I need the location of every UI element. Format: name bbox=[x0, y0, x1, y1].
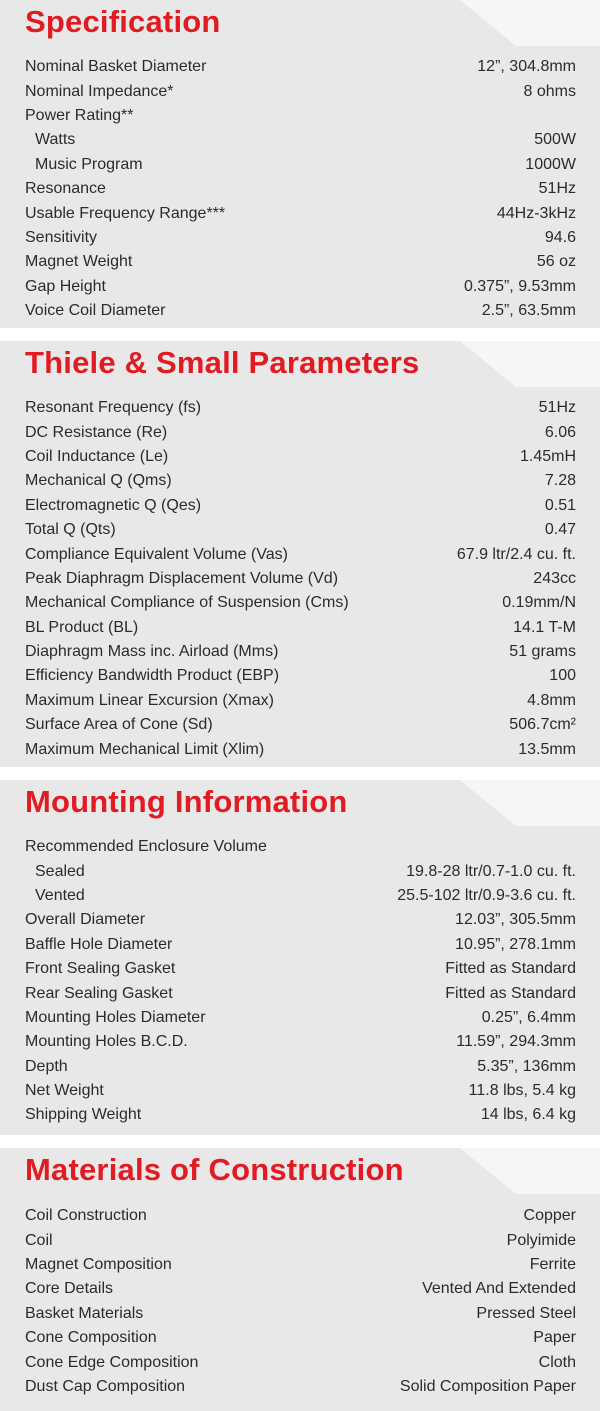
spec-value: Fitted as Standard bbox=[445, 960, 576, 978]
spec-value: 11.59”, 294.3mm bbox=[456, 1033, 576, 1051]
spec-value: 5.35”, 136mm bbox=[477, 1057, 576, 1075]
spec-row bbox=[25, 1030, 576, 1054]
spec-value: 25.5-102 ltr/0.9-3.6 cu. ft. bbox=[397, 886, 576, 904]
spec-label: Sensitivity bbox=[25, 228, 98, 246]
spec-row bbox=[25, 128, 576, 152]
spec-value: 14.1 T-M bbox=[513, 618, 576, 636]
spec-row bbox=[25, 1055, 576, 1079]
section-tab bbox=[460, 341, 600, 387]
spec-row bbox=[25, 153, 576, 177]
spec-label: Nominal Impedance* bbox=[25, 82, 174, 100]
spec-row bbox=[25, 542, 576, 566]
spec-label: Cone Composition bbox=[25, 1329, 157, 1347]
specification-section bbox=[0, 0, 600, 328]
spec-label: Compliance Equivalent Volume (Vas) bbox=[25, 545, 288, 563]
spec-row bbox=[25, 1228, 576, 1252]
spec-row bbox=[25, 420, 576, 444]
spec-label: Depth bbox=[25, 1057, 68, 1075]
spec-label: Coil Construction bbox=[25, 1207, 147, 1225]
spec-table bbox=[25, 396, 576, 762]
spec-value: 0.47 bbox=[544, 521, 576, 539]
spec-value: 506.7cm² bbox=[509, 716, 576, 734]
spec-value: 243cc bbox=[533, 569, 576, 587]
spec-row bbox=[25, 981, 576, 1005]
spec-row bbox=[25, 859, 576, 883]
spec-row bbox=[25, 737, 576, 761]
spec-label: Resonance bbox=[25, 180, 106, 198]
spec-value: Pressed Steel bbox=[476, 1304, 576, 1322]
spec-value: 1000W bbox=[525, 155, 576, 173]
spec-row bbox=[25, 591, 576, 615]
spec-label: Electromagnetic Q (Qes) bbox=[25, 496, 202, 514]
spec-value: Copper bbox=[523, 1207, 576, 1225]
spec-row bbox=[25, 445, 576, 469]
spec-label: Nominal Basket Diameter bbox=[25, 58, 207, 76]
spec-label: Cone Edge Composition bbox=[25, 1353, 199, 1371]
spec-row bbox=[25, 713, 576, 737]
spec-row bbox=[25, 908, 576, 932]
spec-label: Basket Materials bbox=[25, 1304, 144, 1322]
spec-row bbox=[25, 226, 576, 250]
spec-row bbox=[25, 1204, 576, 1228]
spec-value: Fitted as Standard bbox=[445, 984, 576, 1002]
spec-value: 13.5mm bbox=[518, 740, 576, 758]
spec-label: Resonant Frequency (fs) bbox=[25, 399, 202, 417]
thiele-small-section bbox=[0, 341, 600, 767]
spec-value: 7.28 bbox=[544, 472, 576, 490]
spec-label: Net Weight bbox=[25, 1082, 104, 1100]
section-title: Mounting Information bbox=[25, 784, 348, 819]
spec-label: Magnet Composition bbox=[25, 1255, 172, 1273]
spec-row bbox=[25, 396, 576, 420]
spec-label: Usable Frequency Range*** bbox=[25, 204, 226, 222]
spec-label: Mechanical Q (Qms) bbox=[25, 472, 172, 490]
spec-label: Baffle Hole Diameter bbox=[25, 935, 173, 953]
spec-table bbox=[25, 835, 576, 1128]
spec-label: Mechanical Compliance of Suspension (Cms) bbox=[25, 594, 349, 612]
spec-label: Power Rating** bbox=[25, 106, 134, 124]
spec-value: 12”, 304.8mm bbox=[477, 58, 576, 76]
spec-row bbox=[25, 1079, 576, 1103]
spec-label: Maximum Mechanical Limit (Xlim) bbox=[25, 740, 265, 758]
spec-value: 12.03”, 305.5mm bbox=[455, 911, 576, 929]
spec-row bbox=[25, 640, 576, 664]
spec-label: DC Resistance (Re) bbox=[25, 423, 168, 441]
spec-label: Sealed bbox=[35, 862, 85, 880]
spec-value: 14 lbs, 6.4 kg bbox=[480, 1106, 576, 1124]
spec-table bbox=[25, 1204, 576, 1399]
spec-row bbox=[25, 664, 576, 688]
spec-label: Shipping Weight bbox=[25, 1106, 142, 1124]
spec-label: Music Program bbox=[35, 155, 143, 173]
spec-value: 100 bbox=[549, 667, 576, 685]
spec-value: 44Hz-3kHz bbox=[496, 204, 576, 222]
spec-row bbox=[25, 957, 576, 981]
spec-row bbox=[25, 518, 576, 542]
spec-label: Mounting Holes Diameter bbox=[25, 1008, 206, 1026]
spec-label: Peak Diaphragm Displacement Volume (Vd) bbox=[25, 569, 339, 587]
spec-row bbox=[25, 933, 576, 957]
spec-row bbox=[25, 1326, 576, 1350]
spec-value: Vented And Extended bbox=[422, 1280, 576, 1298]
spec-value: 0.51 bbox=[544, 496, 576, 514]
section-title: Thiele & Small Parameters bbox=[25, 345, 420, 380]
spec-row bbox=[25, 275, 576, 299]
spec-row bbox=[25, 1302, 576, 1326]
spec-value: 94.6 bbox=[544, 228, 576, 246]
spec-label: Watts bbox=[35, 131, 76, 149]
spec-value: Paper bbox=[533, 1329, 576, 1347]
spec-row bbox=[25, 55, 576, 79]
spec-value: 19.8-28 ltr/0.7-1.0 cu. ft. bbox=[406, 862, 576, 880]
spec-row bbox=[25, 201, 576, 225]
spec-label: Coil Inductance (Le) bbox=[25, 447, 169, 465]
spec-value: 2.5”, 63.5mm bbox=[481, 302, 576, 320]
spec-label: Overall Diameter bbox=[25, 911, 146, 929]
spec-row bbox=[25, 835, 576, 859]
spec-label: Maximum Linear Excursion (Xmax) bbox=[25, 691, 274, 709]
spec-value: 51Hz bbox=[538, 180, 576, 198]
spec-row bbox=[25, 1375, 576, 1399]
spec-label: Dust Cap Composition bbox=[25, 1377, 186, 1395]
section-tab bbox=[460, 780, 600, 826]
mounting-section bbox=[0, 780, 600, 1135]
section-title: Specification bbox=[25, 4, 221, 39]
spec-label: Rear Sealing Gasket bbox=[25, 984, 173, 1002]
spec-row bbox=[25, 884, 576, 908]
spec-label: Total Q (Qts) bbox=[25, 521, 116, 539]
spec-label: Gap Height bbox=[25, 277, 106, 295]
spec-value: 67.9 ltr/2.4 cu. ft. bbox=[456, 545, 576, 563]
spec-value: 6.06 bbox=[544, 423, 576, 441]
spec-row bbox=[25, 1006, 576, 1030]
spec-value: 0.25”, 6.4mm bbox=[481, 1008, 576, 1026]
spec-value: 51 grams bbox=[509, 643, 576, 661]
spec-value: 51Hz bbox=[538, 399, 576, 417]
spec-row bbox=[25, 1253, 576, 1277]
spec-label: Magnet Weight bbox=[25, 253, 133, 271]
spec-label: Vented bbox=[35, 886, 85, 904]
spec-value: 56 oz bbox=[536, 253, 576, 271]
section-title: Materials of Construction bbox=[25, 1152, 404, 1187]
spec-value: Ferrite bbox=[529, 1255, 576, 1273]
spec-row bbox=[25, 299, 576, 323]
spec-label: Coil bbox=[25, 1231, 53, 1249]
spec-row bbox=[25, 567, 576, 591]
spec-value: 8 ohms bbox=[523, 82, 576, 100]
spec-value: 0.375”, 9.53mm bbox=[463, 277, 576, 295]
spec-label: BL Product (BL) bbox=[25, 618, 139, 636]
spec-table bbox=[25, 55, 576, 323]
spec-row bbox=[25, 494, 576, 518]
spec-value: Polyimide bbox=[506, 1231, 576, 1249]
spec-row bbox=[25, 689, 576, 713]
section-tab bbox=[460, 0, 600, 46]
spec-row bbox=[25, 1350, 576, 1374]
spec-row bbox=[25, 250, 576, 274]
spec-label: Efficiency Bandwidth Product (EBP) bbox=[25, 667, 280, 685]
spec-value: 11.8 lbs, 5.4 kg bbox=[468, 1082, 576, 1100]
spec-row bbox=[25, 1277, 576, 1301]
spec-label: Recommended Enclosure Volume bbox=[25, 838, 267, 856]
spec-row bbox=[25, 79, 576, 103]
section-tab bbox=[460, 1148, 600, 1194]
spec-value: Cloth bbox=[538, 1353, 576, 1371]
spec-value: 1.45mH bbox=[519, 447, 576, 465]
spec-row bbox=[25, 177, 576, 201]
spec-value: 4.8mm bbox=[527, 691, 576, 709]
spec-value: 500W bbox=[534, 131, 576, 149]
spec-value: Solid Composition Paper bbox=[399, 1377, 576, 1395]
spec-row bbox=[25, 616, 576, 640]
spec-label: Voice Coil Diameter bbox=[25, 302, 166, 320]
materials-section bbox=[0, 1148, 600, 1411]
spec-label: Mounting Holes B.C.D. bbox=[25, 1033, 188, 1051]
spec-row bbox=[25, 469, 576, 493]
spec-row bbox=[25, 1103, 576, 1127]
spec-value: 0.19mm/N bbox=[502, 594, 576, 612]
spec-row bbox=[25, 104, 576, 128]
spec-label: Surface Area of Cone (Sd) bbox=[25, 716, 213, 734]
spec-label: Core Details bbox=[25, 1280, 114, 1298]
spec-label: Diaphragm Mass inc. Airload (Mms) bbox=[25, 643, 279, 661]
spec-value: 10.95”, 278.1mm bbox=[455, 935, 576, 953]
spec-label: Front Sealing Gasket bbox=[25, 960, 176, 978]
